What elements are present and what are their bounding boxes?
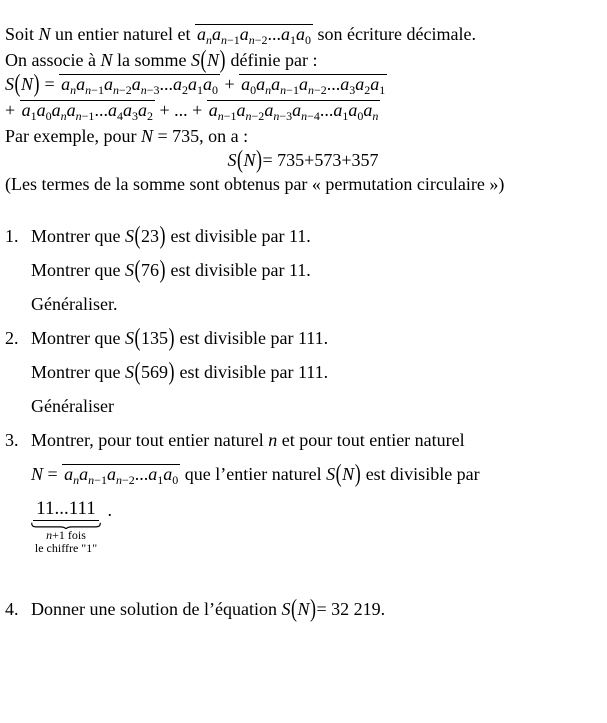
math-var: n [140,83,147,97]
overline-group: $a_0a_na_{n-1}a_{n-2}...a_3a_2a_1$ [241,74,386,97]
math-var: S [5,74,14,94]
exercise-item [5,594,601,623]
tall-paren: ) [168,323,175,352]
math-var: a [131,74,141,94]
math-sub: 0 [250,83,257,97]
item-line: Donner une solution de l’équation S(N)= 32 219. [31,597,601,621]
tall-paren: ) [219,45,226,74]
overline-group: $a_na_{n-1}a_{n-2}...a_1a_0$ [64,464,179,487]
math-var: N [21,74,34,94]
tall-paren: ( [335,459,342,488]
math-sub: 0 [305,33,312,47]
math-var: a [64,464,74,484]
math-var: a [333,100,343,120]
item-line: Généraliser [31,396,114,416]
math-var: a [163,464,173,484]
item-line: $N = a_na_{n-1}a_{n-2}...a_1a_0$ que l’entier naturel S(N) est divisible par [31,462,601,488]
math-var: S [124,362,134,382]
math-var: a [66,100,76,120]
math-var: a [196,24,206,44]
underbrace-top: 11...111 [33,498,99,521]
math-var: a [103,74,113,94]
math-sub [372,109,378,123]
tall-paren: ) [168,357,175,386]
tall-paren: ) [33,69,40,98]
math-sub: 3 [349,83,356,97]
tall-paren: ( [200,45,207,74]
math-sub: 1 [30,109,37,123]
math-var: n [307,83,314,97]
math-var: n [220,33,227,47]
math-var: a [281,24,291,44]
math-sub: 0 [212,83,219,97]
math-sub: n−1 [75,109,95,123]
math-var: n [46,528,53,542]
math-var: a [256,74,266,94]
item-line: Montrer que S(135) est divisible par 111. [31,326,601,350]
math-sub: 1 [197,83,204,97]
math-var: a [340,74,350,94]
math-var: a [188,74,198,94]
math-var: a [271,74,281,94]
math-var: n [112,83,119,97]
tall-paren: ) [256,145,263,174]
math-sub: 4 [116,109,123,123]
underbrace-label: le chiffre "1" [34,541,98,555]
math-var: N [100,50,113,70]
math-var: a [61,74,71,94]
math-var: a [51,100,61,120]
exercise-item [5,323,601,428]
math-sub: n−2 [307,83,327,97]
math-var: a [298,74,308,94]
tall-paren: ) [309,594,316,623]
math-var: N [342,464,355,484]
underbrace-label: n +1 fois [46,528,86,542]
math-var: a [241,74,251,94]
item-body [31,428,601,597]
math-var: a [21,100,31,120]
math-var: N [297,599,310,619]
math-var: a [348,100,358,120]
math-sub: 2 [364,83,371,97]
math-var: a [122,100,132,120]
math-var: N [243,150,256,170]
math-var: n [245,109,252,123]
exercise-item [5,221,601,326]
math-var: a [79,464,89,484]
item-line: Montrer que S(76) est divisible par 11. [31,258,601,282]
math-var: n [205,33,212,47]
intro-line-1: Soit N un entier naturel et $a_na_{n-1}a_{n-2}...a_1a_0$ son écriture décimale. [5,24,476,47]
math-var: n [60,109,67,123]
underbrace [31,498,101,555]
math-sub: 1 [290,33,297,47]
math-sub: 1 [157,473,164,487]
math-sub: n−4 [301,109,320,123]
math-sub: 2 [146,109,153,123]
math-var: a [36,100,46,120]
math-var: n [268,430,278,450]
tall-paren: ) [159,255,166,284]
math-var: S [190,50,200,70]
math-var: S [124,260,134,280]
math-sub: n−2 [112,83,132,97]
math-sub: 2 [182,83,189,97]
math-var: a [137,100,147,120]
math-var: n [372,109,379,123]
item-line: Généraliser. [31,294,118,314]
exercise-list [5,221,601,623]
note-line: (Les termes de la somme sont obtenus par « permutation circulaire ») [5,174,505,194]
math-var: a [173,74,183,94]
math-var: n [265,83,272,97]
item-line: 11...111 n +1 fois le chiffre "1" . [31,498,601,555]
math-var: a [203,74,213,94]
math-var: n [73,473,80,487]
math-sub: n−1 [85,83,104,97]
math-var: a [211,24,221,44]
math-var: N [31,464,44,484]
overline-group: $a_na_{n-1}a_{n-2}...a_1a_0$ [196,24,312,47]
math-var: a [363,100,373,120]
overline-group: $a_{n-1}a_{n-2}a_{n-3}a_{n-4}...a_1a_0a_n$ [208,100,379,123]
math-var: n [273,109,280,123]
tall-paren: ) [354,459,361,488]
math-var: n [280,83,287,97]
math-var: n [88,473,95,487]
tall-paren: ( [134,357,141,386]
math-var: S [124,328,134,348]
math-var: a [148,464,158,484]
exercise-item [5,428,601,597]
math-sub: 1 [342,109,349,123]
overline-group: $a_1a_0a_na_{n-1}...a_4a_3a_2$ [21,100,153,123]
item-line: Montrer que S(569) est divisible par 111. [31,360,601,384]
math-sub: 0 [45,109,52,123]
math-sub: 0 [357,109,364,123]
math-sub: 3 [131,109,138,123]
math-var: S [124,226,134,246]
math-var: a [107,100,117,120]
math-sub: n−2 [245,109,265,123]
item-number: 4. [5,599,19,619]
math-var: n [75,109,82,123]
formula-line-1: $S(N) = a_na_{n-1}a_{n-2}a_{n-3}...a_2a_1a_0 + a_0a_na_{n-1}a_{n-2}...a_3a_2a_1$ [5,72,601,98]
item-body [31,594,601,623]
math-sub: n−1 [280,83,299,97]
tall-paren: ( [134,323,141,352]
math-var: a [76,74,86,94]
math-var: a [292,100,302,120]
math-sub: 0 [172,473,179,487]
math-sub: 1 [379,83,386,97]
formula-line-2: + $a_1a_0a_na_{n-1}...a_4a_3a_2$ + ... + $a_{n-1}a_{n-2}a_{n-3}a_{n-4}...a_1a_0a_n$ [5,100,379,123]
math-var: N [206,50,219,70]
math-var: n [70,83,77,97]
item-line: Montrer, pour tout entier naturel n et pour tout entier naturel [31,430,465,450]
example-equation: S(N)= 735+573+357 [5,148,601,172]
math-sub: n−3 [273,109,293,123]
math-var: a [355,74,365,94]
math-var: n [115,473,122,487]
math-sub: n−1 [88,473,107,487]
math-sub: n−1 [220,33,240,47]
item-number: 1. [5,226,19,246]
math-var: S [326,464,336,484]
math-var: a [236,100,246,120]
tall-paren: ( [237,145,243,174]
math-sub: n−2 [115,473,135,487]
item-body [31,221,601,326]
math-var: n [248,33,255,47]
item-number: 3. [5,430,19,450]
math-sub: n−3 [140,83,160,97]
math-var: n [85,83,92,97]
intro-line-2: On associe à N la somme S(N) définie par : [5,48,601,72]
math-var: N [38,24,51,44]
example-intro: Par exemple, pour N = 735, on a : [5,126,249,146]
math-sub: n−2 [248,33,268,47]
math-var: N [140,126,153,146]
tall-paren: ( [134,255,141,284]
math-var: S [227,150,237,170]
math-var: a [208,100,218,120]
math-var: S [281,599,291,619]
math-var: n [301,109,308,123]
math-var: a [239,24,249,44]
math-var: a [370,74,380,94]
tall-paren: ( [14,69,21,98]
math-var: n [217,109,224,123]
tall-paren: ) [159,221,166,250]
math-var: a [106,464,116,484]
item-line: Montrer que S(23) est divisible par 11. [31,224,601,248]
math-var: a [264,100,274,120]
item-number: 2. [5,328,19,348]
math-sub: n−1 [217,109,237,123]
item-body [31,323,601,428]
math-var: a [296,24,306,44]
overline-group: $a_na_{n-1}a_{n-2}a_{n-3}...a_2a_1a_0$ [61,74,219,97]
tall-paren: ( [134,221,141,250]
tall-paren: ( [290,594,297,623]
